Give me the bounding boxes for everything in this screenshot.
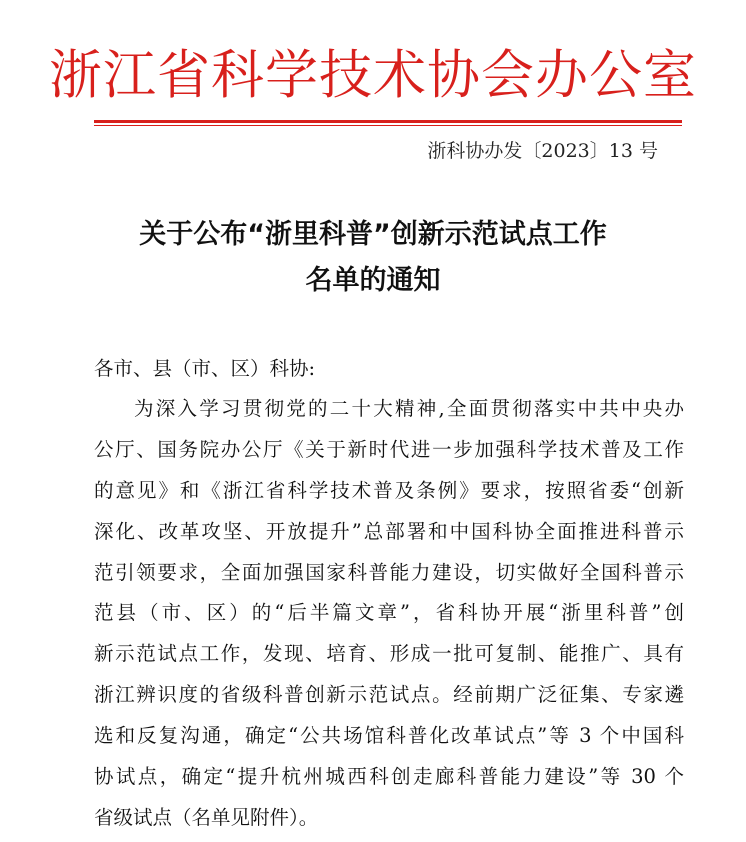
body-line: 深化、改革攻坚、开放提升”总部署和中国科协全面推进科普示 [94,519,684,543]
body-line: 协试点，确定“提升杭州城西科创走廊科普能力建设”等 30 个 [94,765,684,789]
document-title-line-2: 名单的通知 [305,265,441,296]
body-line: 选和反复沟通，确定“公共场馆科普化改革试点”等 3 个中国科 [94,724,684,748]
body-line: 浙江辨识度的省级科普创新示范试点。经前期广泛征集、专家遴 [94,683,684,707]
document-number: 浙科协办发〔2023〕13 号 [427,140,658,162]
body-line: 范引领要求，全面加强国家科普能力建设，切实做好全国科普示 [94,560,684,584]
document-title [60,212,686,304]
body-line: 新示范试点工作，发现、培育、形成一批可复制、能推广、具有 [94,642,684,666]
masthead-red-rule-thin [94,125,682,126]
masthead-red-rule [94,120,682,123]
body-line: 公厅、国务院办公厅《关于新时代进一步加强科学技术普及工作 [94,437,684,461]
masthead-org-name: 浙江省科学技术协会办公室 [49,45,697,106]
body-line: 省级试点（名单见附件）。 [94,805,319,829]
body-line: 为深入学习贯彻党的二十大精神,全面贯彻落实中共中央办 [134,397,684,420]
body-line: 范县（市、区）的“后半篇文章”，省科协开展“浙里科普”创 [94,601,684,625]
body-line: 的意见》和《浙江省科学技术普及条例》要求，按照省委“创新 [94,478,684,502]
salutation: 各市、县（市、区）科协: [94,357,316,380]
body-paragraph [94,392,684,842]
document-title-line-1: 关于公布“浙里科普”创新示范试点工作 [139,219,607,250]
